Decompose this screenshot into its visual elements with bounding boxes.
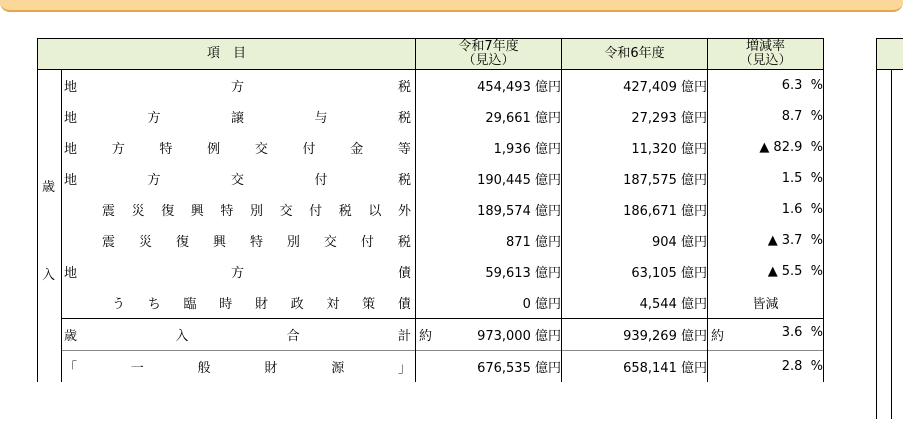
- value-r6: 904 億円: [562, 225, 708, 256]
- item-cell: [62, 101, 416, 132]
- unit-label: 億円: [534, 111, 561, 126]
- value-r7: 1,936 億円: [416, 132, 562, 163]
- unit-label: 億円: [680, 235, 707, 250]
- unit-label: 億円: [534, 142, 561, 157]
- unit-label: 億円: [680, 173, 707, 188]
- unit-label: 億円: [680, 204, 707, 219]
- value-r6: 187,575 億円: [562, 163, 708, 194]
- value-r6: 658,141 億円: [562, 351, 708, 383]
- change-rate: 皆減: [708, 287, 824, 319]
- item-label: 地 方 特 例 交 付 金 等: [64, 142, 411, 157]
- general-revenue-row: [38, 351, 824, 383]
- second-table-header: [877, 39, 903, 70]
- decrease-triangle-icon: ▲: [767, 264, 778, 279]
- value-r6: 186,671 億円: [562, 194, 708, 225]
- header-r6: 令和6年度: [562, 39, 708, 70]
- value-r6: 63,105 億円: [562, 256, 708, 287]
- value-r6: 11,320 億円: [562, 132, 708, 163]
- value-r7: 59,613 億円: [416, 256, 562, 287]
- table-row: [38, 287, 824, 319]
- unit-label: 億円: [534, 361, 561, 376]
- unit-label: 億円: [680, 142, 707, 157]
- unit-label: 億円: [534, 80, 561, 95]
- table-row: [38, 256, 824, 287]
- value-r7: 190,445 億円: [416, 163, 562, 194]
- unit-label: 億円: [680, 361, 707, 376]
- item-cell: [62, 351, 416, 383]
- item-cell: [62, 70, 416, 102]
- item-label: 震 災 復 興 特 別 交 付 税: [102, 235, 411, 250]
- unit-label: 億円: [680, 329, 707, 344]
- value-r6: 4,544 億円: [562, 287, 708, 319]
- item-cell: [62, 132, 416, 163]
- change-rate: ▲ 3.7 %: [708, 225, 824, 256]
- unit-label: 億円: [534, 204, 561, 219]
- change-rate: 約 3.6 %: [708, 319, 824, 351]
- total-row: [38, 319, 824, 351]
- item-label: 地 方 税: [64, 80, 411, 95]
- decrease-triangle-icon: ▲: [767, 233, 778, 248]
- header-r7: 令和7年度 （見込）: [416, 39, 562, 70]
- unit-label: 億円: [534, 266, 561, 281]
- item-cell: [62, 225, 416, 256]
- value-r6: 427,409 億円: [562, 70, 708, 102]
- table-row: [38, 132, 824, 163]
- item-label: う ち 臨 時 財 政 対 策 債: [112, 297, 411, 312]
- side-label: 歳 入: [38, 70, 62, 383]
- change-rate: 6.3 %: [708, 70, 824, 102]
- approx-mark: 約: [711, 329, 725, 344]
- item-cell: [62, 319, 416, 351]
- unit-label: 億円: [680, 111, 707, 126]
- unit-label: 億円: [534, 235, 561, 250]
- header-rate: 増減率 （見込）: [708, 39, 824, 70]
- approx-mark: 約: [419, 329, 433, 344]
- unit-label: 億円: [680, 80, 707, 95]
- table-row: [38, 70, 824, 102]
- table-row: [38, 194, 824, 225]
- item-cell: [62, 256, 416, 287]
- value-r6: 27,293 億円: [562, 101, 708, 132]
- change-rate: 1.6 %: [708, 194, 824, 225]
- decrease-triangle-icon: ▲: [759, 140, 770, 155]
- item-cell: [62, 194, 416, 225]
- second-table-edge: [876, 38, 903, 419]
- item-cell: [62, 287, 416, 319]
- value-r7: 189,574 億円: [416, 194, 562, 225]
- table-row: [38, 163, 824, 194]
- unit-label: 億円: [680, 297, 707, 312]
- value-r7: 29,661 億円: [416, 101, 562, 132]
- revenue-table: [37, 38, 824, 382]
- table-row: [38, 225, 824, 256]
- table-row: [38, 101, 824, 132]
- value-r7: 871 億円: [416, 225, 562, 256]
- value-r7: 454,493 億円: [416, 70, 562, 102]
- item-label: 「 一 般 財 源 」: [64, 361, 411, 376]
- unit-label: 億円: [534, 173, 561, 188]
- item-label: 地 方 債: [64, 266, 411, 281]
- item-cell: [62, 163, 416, 194]
- unit-label: 億円: [534, 329, 561, 344]
- item-label: 地 方 譲 与 税: [64, 111, 411, 126]
- unit-label: 億円: [680, 266, 707, 281]
- value-r7: 676,535 億円: [416, 351, 562, 383]
- value-r6: 939,269 億円: [562, 319, 708, 351]
- change-rate: ▲ 5.5 %: [708, 256, 824, 287]
- item-label: 歳 入 合 計: [64, 329, 411, 344]
- change-rate: 1.5 %: [708, 163, 824, 194]
- change-rate: ▲ 82.9 %: [708, 132, 824, 163]
- change-rate: 8.7 %: [708, 101, 824, 132]
- value-r7: 約 973,000 億円: [416, 319, 562, 351]
- unit-label: 億円: [534, 297, 561, 312]
- value-r7: 0 億円: [416, 287, 562, 319]
- top-banner: [0, 0, 903, 12]
- header-row: [38, 39, 824, 70]
- second-table-rule: [891, 70, 892, 419]
- item-label: 地 方 交 付 税: [64, 173, 411, 188]
- change-rate: 2.8 %: [708, 351, 824, 383]
- item-label: 震 災 復 興 特 別 交 付 税 以 外: [102, 204, 411, 219]
- header-item: 項 目: [38, 39, 416, 70]
